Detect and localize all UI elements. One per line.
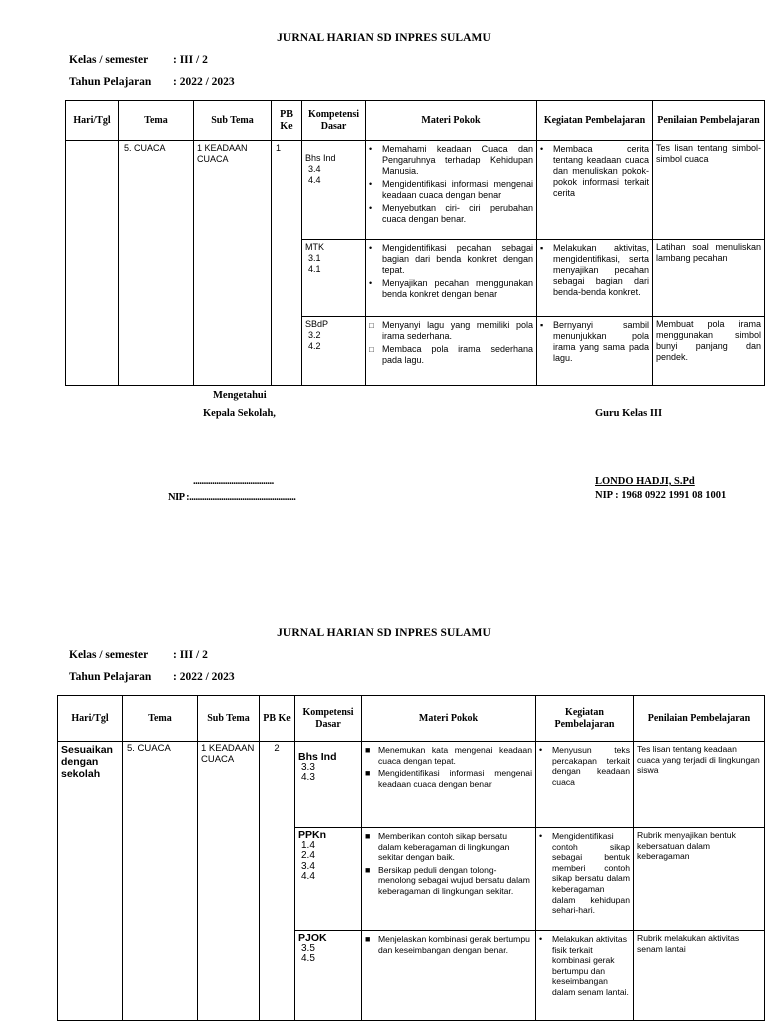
kd-number: 3.2: [308, 330, 321, 340]
tahun-value: : 2022 / 2023: [173, 76, 235, 88]
kd-cell: [302, 141, 366, 240]
page-title: JURNAL HARIAN SD INPRES SULAMU: [277, 32, 491, 44]
kepala-name-line: ......................................: [193, 476, 274, 487]
list-item: • Melakukan aktivitas fisik terkait kombinasi gerak bertumpu dan keseimbangan dalam senam lantai.: [539, 934, 629, 997]
kd-number: 3.4: [308, 164, 321, 174]
tema-cell: 5. CUACA: [119, 141, 194, 386]
guru-nip: NIP : 1968 0922 1991 08 1001: [595, 490, 727, 501]
header-subtema: Sub Tema: [198, 696, 260, 742]
kd-number: 3.4: [301, 860, 315, 872]
header-kd: Kompetensi Dasar: [302, 101, 366, 141]
kd-subject: Bhs Ind: [298, 751, 337, 763]
kd-subject: PPKn: [298, 829, 327, 841]
header-tema: Tema: [123, 696, 198, 742]
header-hari: Hari/Tgl: [58, 696, 123, 742]
list-item: • Menyajikan pecahan menggunakan benda konkret dengan benar: [369, 278, 533, 299]
kegiatan-cell: [537, 240, 653, 317]
kd-number: 4.4: [308, 175, 321, 185]
kelas-label: Kelas / semester: [69, 54, 149, 66]
kepala-sekolah-text: Kepala Sekolah,: [203, 408, 276, 419]
penilaian-cell: Membuat pola irama menggunakan simbol bunyi panjang dan pendek.: [653, 317, 765, 386]
list-item: • Mengidentifikasi informasi mengenai keadaan cuaca dengan benar: [369, 179, 533, 200]
kd-number: 4.5: [301, 953, 315, 965]
tahun-row: [69, 76, 235, 88]
materi-cell: [366, 141, 537, 240]
kd-cell: [295, 931, 362, 1021]
materi-cell: [362, 828, 536, 931]
kd-subject: Bhs Ind: [305, 153, 336, 163]
header-pb: PB Ke: [260, 696, 295, 742]
header-subtema: Sub Tema: [194, 101, 272, 141]
kd-number: 3.5: [301, 942, 315, 954]
kd-number: 3.1: [308, 253, 321, 263]
kd-subject: MTK: [305, 242, 324, 252]
guru-kelas-text: Guru Kelas III: [595, 408, 663, 419]
list-item: • Memahami keadaan Cuaca dan Pengaruhnya terhadap Kehidupan Manusia.: [369, 144, 533, 176]
list-item: • Mengidentifikasi pecahan sebagai bagian dari benda konkret dengan tepat.: [369, 243, 533, 275]
header-hari: Hari/Tgl: [66, 101, 119, 141]
penilaian-cell: Rubrik melakukan aktivitas senam lantai: [634, 931, 765, 1021]
pb-cell: 2: [260, 742, 295, 1021]
materi-cell: [366, 317, 537, 386]
subtema-cell: 1 KEADAAN CUACA: [198, 742, 260, 1021]
penilaian-cell: Tes lisan tentang keadaan cuaca yang terjadi di lingkungan siswa: [634, 742, 765, 828]
materi-cell: [362, 742, 536, 828]
kegiatan-cell: [536, 931, 634, 1021]
penilaian-cell: Tes lisan tentang simbol-simbol cuaca: [653, 141, 765, 240]
header-penilaian: Penilaian Pembelajaran: [653, 101, 765, 141]
header-kegiatan: Kegiatan Pembelajaran: [536, 696, 634, 742]
pb-cell: 1: [272, 141, 302, 386]
table-row: [58, 742, 765, 828]
table-header-row: [58, 696, 765, 742]
kd-subject: SBdP: [305, 319, 329, 329]
list-item: • Menyusun teks percakapan terkait dengan keadaan cuaca: [539, 745, 630, 787]
kd-number: 4.4: [301, 871, 315, 883]
tahun-label: Tahun Pelajaran: [69, 76, 152, 88]
list-item: ■ Menemukan kata mengenai keadaan cuaca dengan tepat.: [365, 745, 532, 766]
list-item: ■ Bersikap peduli dengan tolong-menolong sebagai wujud bersatu dalam keberagaman di lingkungan sekitar.: [365, 864, 530, 896]
kegiatan-cell: [537, 141, 653, 240]
kd-cell: [302, 317, 366, 386]
kd-cell: [302, 240, 366, 317]
materi-cell: [366, 240, 537, 317]
kd-number: 4.1: [308, 264, 321, 274]
materi-cell: [362, 931, 536, 1021]
table-row: [66, 141, 765, 240]
header-materi: Materi Pokok: [366, 101, 537, 141]
header-kegiatan: Kegiatan Pembelajaran: [537, 101, 653, 141]
header-pb: PB Ke: [272, 101, 302, 141]
kelas-row: [69, 54, 208, 66]
tahun-row: [69, 671, 235, 683]
header-penilaian: Penilaian Pembelajaran: [634, 696, 765, 742]
header-kd: Kompetensi Dasar: [295, 696, 362, 742]
guru-name: LONDO HADJI, S.Pd: [595, 476, 695, 487]
kelas-label: Kelas / semester: [69, 649, 149, 661]
list-item: ■ Memberikan contoh sikap bersatu dalam keberagaman di lingkungan sekitar dengan baik.: [365, 831, 510, 863]
list-item: ▪ Melakukan aktivitas, mengidentifikasi, serta menyajikan pecahan sebagai bagian dari benda-benda konkret.: [540, 243, 649, 297]
kepala-nip: NIP :..................................................: [168, 492, 296, 503]
list-item: ■ Mengidentifikasi informasi mengenai keadaan cuaca dengan benar: [365, 768, 532, 789]
hari-cell: [66, 141, 119, 386]
mengetahui-text: Mengetahui: [213, 390, 267, 401]
table-header-row: [66, 101, 765, 141]
list-item: □ Membaca pola irama sederhana pada lagu.: [369, 344, 533, 365]
journal-table: [57, 695, 765, 1021]
penilaian-cell: Rubrik menyajikan bentuk kebersatuan dalam keberagaman: [634, 828, 765, 931]
kd-cell: [295, 828, 362, 931]
kd-number: 3.3: [301, 761, 315, 773]
journal-table: [65, 100, 765, 386]
list-item: ■ Menjelaskan kombinasi gerak bertumpu dan keseimbangan dengan benar.: [365, 934, 530, 955]
tema-cell: 5. CUACA: [123, 742, 198, 1021]
list-item: • Membaca cerita tentang keadaan cuaca dan menuliskan pokok-pokok informasi terkait cerita: [540, 144, 649, 198]
header-tema: Tema: [119, 101, 194, 141]
kegiatan-cell: [536, 742, 634, 828]
tahun-label: Tahun Pelajaran: [69, 671, 152, 683]
kelas-value: : III / 2: [173, 649, 208, 661]
penilaian-cell: Latihan soal menuliskan lambang pecahan: [653, 240, 765, 317]
list-item: ▪ Bernyanyi sambil menunjukkan pola irama yang sama pada lagu.: [540, 320, 649, 363]
header-materi: Materi Pokok: [362, 696, 536, 742]
kd-number: 1.4: [301, 839, 315, 851]
kegiatan-cell: [537, 317, 653, 386]
list-item: • Menyebutkan ciri- ciri perubahan cuaca dengan benar.: [369, 203, 533, 224]
kegiatan-cell: [536, 828, 634, 931]
hari-cell: Sesuaikan dengan sekolah: [58, 742, 123, 1021]
kd-number: 4.2: [308, 341, 321, 351]
page-title: JURNAL HARIAN SD INPRES SULAMU: [277, 627, 491, 639]
subtema-cell: 1 KEADAAN CUACA: [194, 141, 272, 386]
kd-number: 4.3: [301, 772, 315, 784]
kelas-row: [69, 649, 208, 661]
kelas-value: : III / 2: [173, 54, 208, 66]
list-item: • Mengidentifikasi contoh sikap sebagai bentuk memberi contoh sikap bersatu dalam keberagaman dalam kehidupan sehari-hari.: [539, 831, 630, 916]
tahun-value: : 2022 / 2023: [173, 671, 235, 683]
list-item: □ Menyanyi lagu yang memiliki pola irama sederhana.: [369, 320, 533, 341]
kd-cell: [295, 742, 362, 828]
kd-number: 2.4: [301, 850, 315, 862]
kd-subject: PJOK: [298, 932, 327, 944]
